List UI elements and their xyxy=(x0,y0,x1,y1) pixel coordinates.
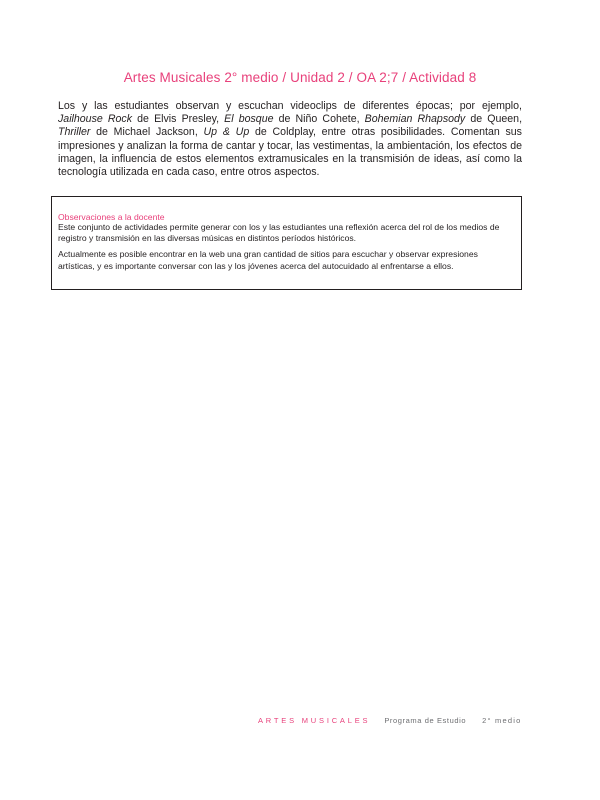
teacher-notes-box xyxy=(51,196,522,290)
song-title: Thriller xyxy=(58,126,91,139)
intro-text: de Michael Jackson, xyxy=(90,126,204,139)
page-footer xyxy=(258,716,528,725)
footer-grade: 2° medio xyxy=(482,716,522,725)
page-title: Artes Musicales 2° medio / Unidad 2 / OA 2;7 / Actividad 8 xyxy=(123,70,477,85)
song-title: Jailhouse Rock xyxy=(58,113,133,126)
teacher-notes-heading: Observaciones a la docente xyxy=(58,212,165,222)
song-title: El bosque xyxy=(224,113,274,126)
teacher-notes-paragraph: Este conjunto de actividades permite generar con los y las estudiantes una reflexión acerca del rol de los medios de registro y transmisión en las diversas músicas en distintos períodos históricos. xyxy=(58,222,500,244)
intro-text: de Niño Cohete, xyxy=(273,113,365,126)
footer-program: Programa de Estudio xyxy=(384,716,467,725)
teacher-notes-paragraph: Actualmente es posible encontrar en la web una gran cantidad de sitios para escuchar y observar expresiones artísticas, y es importante conversar con las y los jóvenes acerca del autocuidado al enfrentarse a ellos. xyxy=(58,249,478,271)
intro-text: Los y las estudiantes observan y escuchan videoclips de diferentes épocas; por ejemplo, xyxy=(58,100,522,112)
activity-description xyxy=(58,100,522,179)
intro-text: de Elvis Presley, xyxy=(132,113,225,126)
intro-text: de Queen, xyxy=(465,113,523,126)
song-title: Bohemian Rhapsody xyxy=(364,113,466,126)
footer-subject: ARTES MUSICALES xyxy=(258,716,371,725)
intro-text: de Coldplay, entre otras posibilidades. Comentan sus impresiones y analizan la forma de cantar y tocar, las vestimentas, la ambientación, los efectos de imagen, la influencia de estos elementos extramusicales en la transmisión de ideas, así como la tecnología utilizada en cada caso, entre otros aspectos. xyxy=(58,126,522,179)
song-title: Up & Up xyxy=(203,126,250,139)
